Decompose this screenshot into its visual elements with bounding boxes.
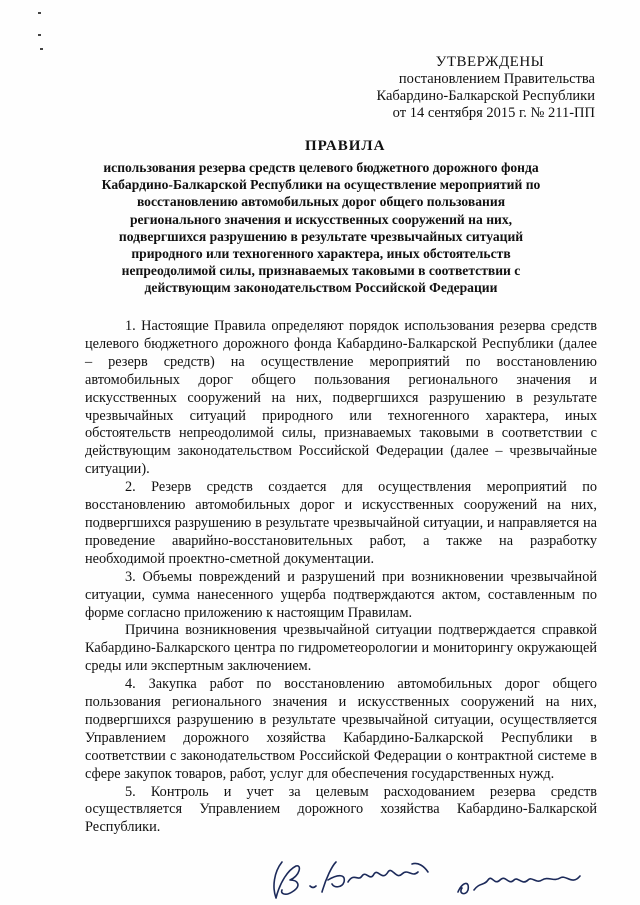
scan-mark [38, 34, 41, 36]
paragraph: 4. Закупка работ по восстановлению автомобильных дорог общего пользования регионального значения и искусственных сооружений на них, подвергшихся разрушению в результате чрезвычайной ситуации, осуществляется Управлением дорожного хозяйства Кабардино-Балкарской Республики в соответствии с законодательством Российской Федерации о контрактной системе в сфере закупок товаров, работ, услуг для обеспечения государственных нужд. [85, 676, 597, 782]
paragraph: 2. Резерв средств создается для осуществления мероприятий по восстановлению автомобильных дорог и искусственных сооружений на них, подвергшихся разрушению в результате чрезвычайной ситуации, и направляется на проведение аварийно-восстановительных работ, а также на разработку необходимой проектно-сметной документации. [85, 479, 597, 567]
handwritten-signature-icon [262, 852, 602, 904]
scan-mark [40, 48, 43, 50]
approval-line: постановлением Правительства [398, 71, 595, 87]
paragraph: 1. Настоящие Правила определяют порядок использования резерва средств целевого бюджетного дорожного фонда Кабардино-Балкарской Республики (далее – резерв средств) на осуществление мероприятий по восстановлению автомобильных дорог общего пользования регионального значения и искусственных сооружений на них, подвергшихся разрушению в результате чрезвычайных ситуаций природного или техногенного характера, иных обстоятельств непреодолимой силы, признаваемых таковыми в соответствии с действующим законодательством Российской Федерации (далее – чрезвычайные ситуации). [85, 318, 597, 478]
approval-line: от 14 сентября 2015 г. № 211-ПП [392, 105, 595, 121]
approval-line: Кабардино-Балкарской Республики [376, 88, 595, 104]
paragraph: Причина возникновения чрезвычайной ситуации подтверждается справкой Кабардино-Балкарского центра по гидрометеорологии и мониторингу окружающей среды или экспертным заключением. [85, 622, 597, 675]
approval-title: УТВЕРЖДЕНЫ [435, 54, 545, 70]
document-title: ПРАВИЛА [305, 138, 386, 154]
document-subtitle: использования резерва средств целевого бюджетного дорожного фонда Кабардино-Балкарской Республики на осуществление мероприятий по восстановлению автомобильных дорог общего пользования регионального значения и искусственных сооружений на них, подвергшихся разрушению в результате чрезвычайных ситуаций природного или техногенного характера, иных обстоятельств непреодолимой силы, признаваемых таковыми в соответствии с действующим законодательством Российской Федерации [101, 160, 541, 296]
scan-mark [38, 12, 41, 14]
paragraph: 3. Объемы повреждений и разрушений при возникновении чрезвычайной ситуации, сумма нанесенного ущерба подтверждаются актом, составленным по форме согласно приложению к настоящим Правилам. [85, 568, 597, 621]
approval-stamp-block [365, 54, 595, 122]
document-body [85, 318, 597, 837]
paragraph: 5. Контроль и учет за целевым расходованием резерва средств осуществляется Управлением дорожного хозяйства Кабардино-Балкарской Республики. [85, 783, 597, 836]
